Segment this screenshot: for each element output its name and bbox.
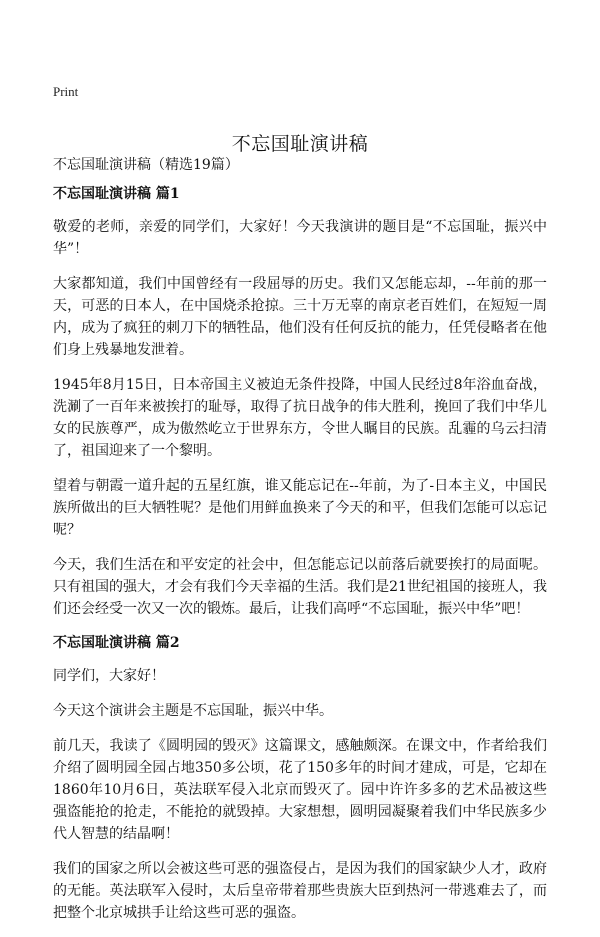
section-2 — [53, 633, 547, 924]
document-content — [53, 184, 547, 937]
page-title: 不忘国耻演讲稿 — [231, 132, 369, 155]
section-heading: 不忘国耻演讲稿 篇1 — [53, 186, 180, 202]
section-heading: 不忘国耻演讲稿 篇2 — [53, 635, 180, 651]
paragraph: 前几天，我读了《圆明园的毁灭》这篇课文，感触颇深。在课文中，作者给我们介绍了圆明园全园占地350多公顷，花了150多年的时间才建成，可是，它却在1860年10月6日，英法联军侵入北京而毁灭了。园中许许多多的艺术品被这些强盗能抢的抢走，不能抢的就毁掉。大家想想，圆明园凝聚着我们中华民族多少代人智慧的结晶啊！ — [53, 738, 547, 842]
paragraph: 同学们，大家好！ — [53, 668, 165, 684]
paragraph: 今天这个演讲会主题是不忘国耻，振兴中华。 — [53, 703, 333, 719]
paragraph: 1945年8月15日，日本帝国主义被迫无条件投降，中国人民经过8年浴血奋战，洗涮了一百年来被挨打的耻辱，取得了抗日战争的伟大胜利，挽回了我们中华儿女的民族尊严，成为傲然屹立于世界东方，令世人瞩目的民族。乱霾的乌云扫清了，祖国迎来了一个黎明。 — [53, 377, 547, 459]
paragraph: 望着与朝霞一道升起的五星红旗，谁又能忘记在--年前，为了-日本主义，中国民族所做出的巨大牺牲呢？是他们用鲜血换来了今天的和平，但我们怎能可以忘记呢？ — [53, 478, 547, 538]
print-label: Print — [53, 84, 79, 99]
paragraph: 敬爱的老师，亲爱的同学们，大家好！今天我演讲的题目是“不忘国耻，振兴中华”！ — [53, 219, 547, 257]
section-1 — [53, 184, 547, 620]
paragraph: 大家都知道，我们中国曾经有一段屈辱的历史。我们又怎能忘却，--年前的那一天，可恶的日本人，在中国烧杀抢掠。三十万无辜的南京老百姓们，在短短一周内，成为了疯狂的刺刀下的牺牲品，他们没有任何反抗的能力，任凭侵略者在他们身上残暴地发泄着。 — [53, 276, 547, 358]
paragraph: 今天，我们生活在和平安定的社会中，但怎能忘记以前落后就要挨打的局面呢。只有祖国的强大，才会有我们今天幸福的生活。我们是21世纪祖国的接班人，我们还会经受一次又一次的锻炼。最后，让我们高呼“不忘国耻，振兴中华”吧！ — [53, 557, 547, 617]
document-subtitle: 不忘国耻演讲稿（精选19篇） — [53, 157, 239, 173]
paragraph: 我们的国家之所以会被这些可恶的强盗侵占，是因为我们的国家缺少人才，政府的无能。英法联军入侵时，太后皇帝带着那些贵族大臣到热河一带逃难去了，而把整个北京城拱手让给这些可恶的强盗。 — [53, 861, 547, 921]
